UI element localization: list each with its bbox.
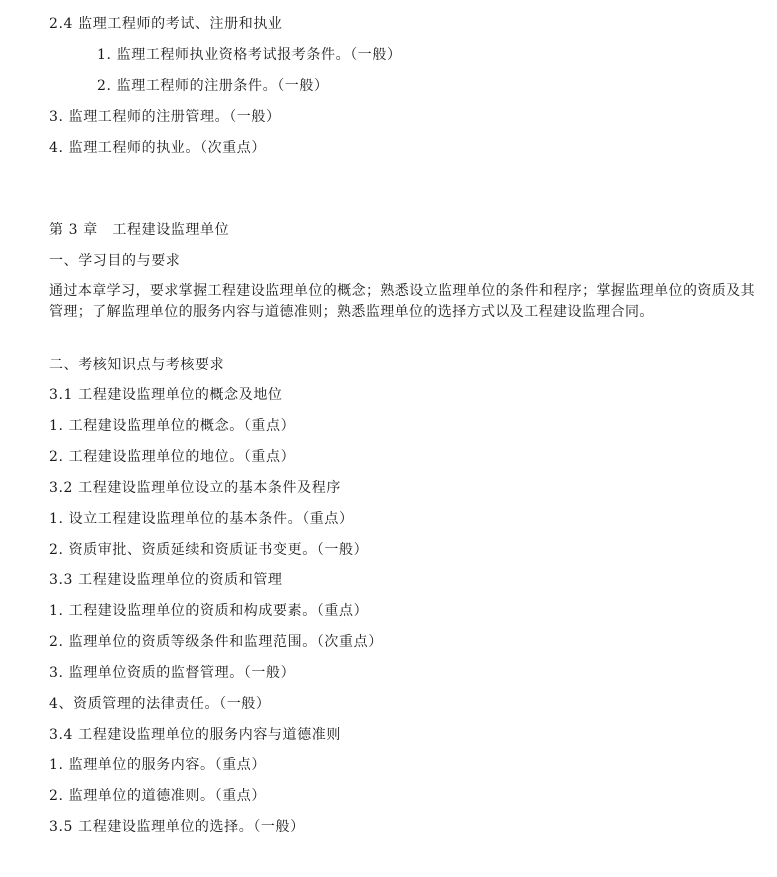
section-heading-3-2: 3.2 工程建设监理单位设立的基本条件及程序 xyxy=(49,480,341,496)
list-item: 4. 监理工程师的执业。（次重点） xyxy=(49,140,267,156)
list-item: 1. 工程建设监理单位的资质和构成要素。（重点） xyxy=(49,603,369,619)
section-heading-3-5: 3.5 工程建设监理单位的选择。（一般） xyxy=(49,819,305,835)
section-heading-3-1: 3.1 工程建设监理单位的概念及地位 xyxy=(49,387,283,403)
list-item: 2. 监理单位的道德准则。（重点） xyxy=(49,788,267,804)
list-item: 2. 监理单位的资质等级条件和监理范围。（次重点） xyxy=(49,634,383,650)
list-item: 1. 设立工程建设监理单位的基本条件。（重点） xyxy=(49,511,354,527)
list-item: 2. 监理工程师的注册条件。（一般） xyxy=(97,78,329,94)
list-item: 2. 工程建设监理单位的地位。（重点） xyxy=(49,449,296,465)
list-item: 1. 工程建设监理单位的概念。（重点） xyxy=(49,418,296,434)
list-item: 3. 监理工程师的注册管理。（一般） xyxy=(49,109,281,125)
list-item: 1. 监理工程师执业资格考试报考条件。（一般） xyxy=(97,47,402,63)
section-heading-3-3: 3.3 工程建设监理单位的资质和管理 xyxy=(49,572,283,588)
list-item: 3. 监理单位资质的监督管理。（一般） xyxy=(49,665,296,681)
list-item: 2. 资质审批、资质延续和资质证书变更。（一般） xyxy=(49,542,369,558)
chapter-title: 第 3 章 工程建设监理单位 xyxy=(49,222,230,238)
list-item: 4、资质管理的法律责任。（一般） xyxy=(49,696,271,712)
learning-goals-paragraph: 通过本章学习，要求掌握工程建设监理单位的概念；熟悉设立监理单位的条件和程序；掌握监理单位的资质及其管理；了解监理单位的服务内容与道德准则；熟悉监理单位的选择方式以及工程建设监理合同。 xyxy=(49,283,755,320)
list-item: 1. 监理单位的服务内容。（重点） xyxy=(49,757,267,773)
section-heading-2-4: 2.4 监理工程师的考试、注册和执业 xyxy=(49,16,283,32)
section-heading-3-4: 3.4 工程建设监理单位的服务内容与道德准则 xyxy=(49,727,341,743)
subheading-exam-points: 二、考核知识点与考核要求 xyxy=(49,357,225,373)
subheading-learning-goals: 一、学习目的与要求 xyxy=(49,253,181,269)
